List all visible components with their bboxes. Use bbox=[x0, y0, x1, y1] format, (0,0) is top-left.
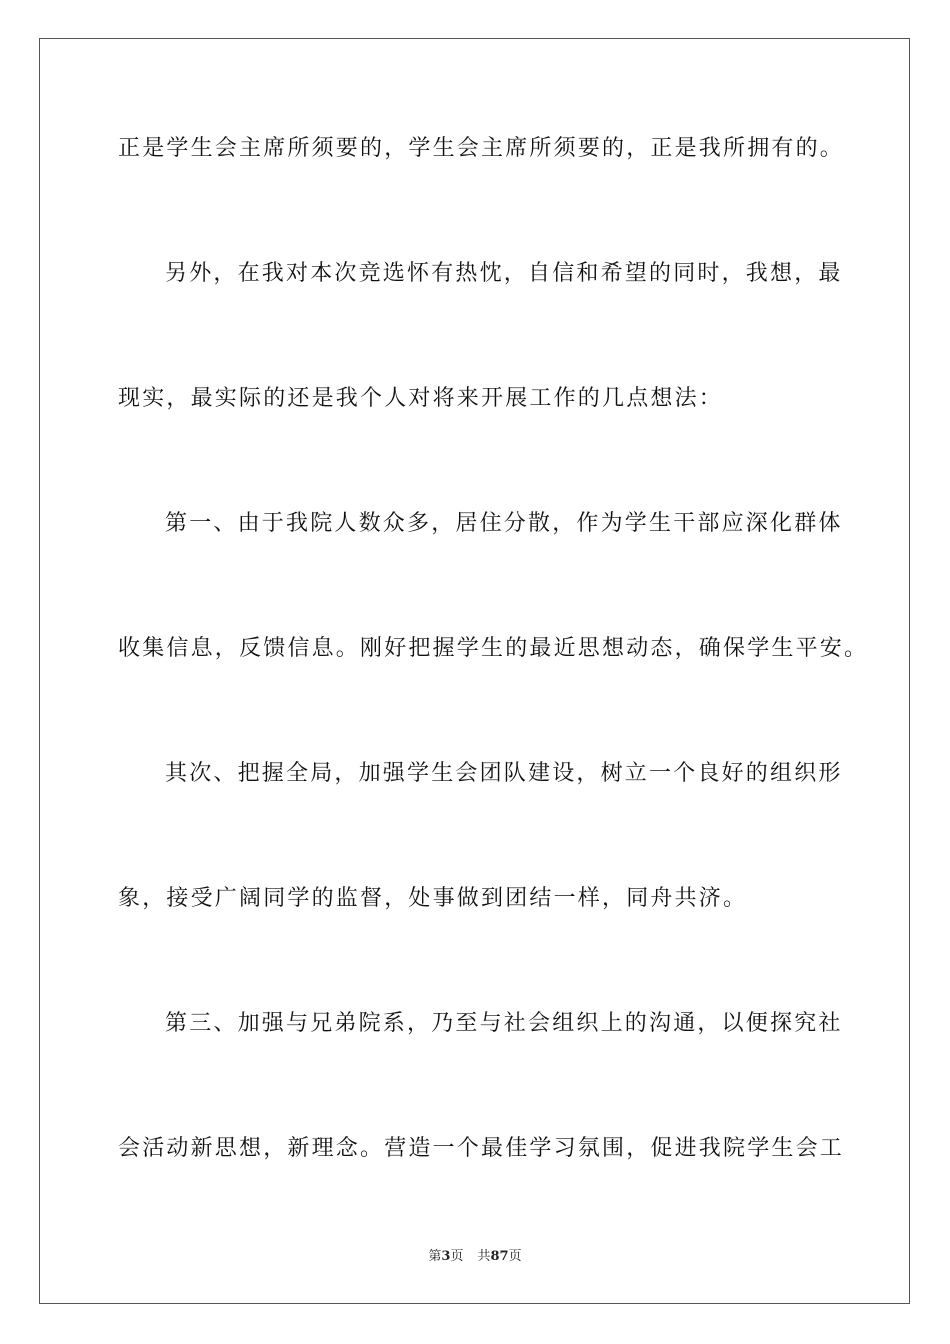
paragraph-line-3: 现实，最实际的还是我个人对将来开展工作的几点想法： bbox=[118, 386, 724, 411]
paragraph-line-9: 会活动新思想，新理念。营造一个最佳学习氛围，促进我院学生会工 bbox=[118, 1136, 845, 1161]
paragraph-line-2: 另外，在我对本次竞选怀有热忱，自信和希望的同时，我想，最 bbox=[165, 261, 843, 286]
page-suffix: 页 bbox=[450, 1249, 464, 1264]
paragraph-line-7: 象，接受广阔同学的监督，处事做到团结一样，同舟共济。 bbox=[118, 886, 748, 911]
paragraph-line-5: 收集信息，反馈信息。刚好把握学生的最近思想动态，确保学生平安。 bbox=[118, 636, 869, 661]
page-footer bbox=[0, 1248, 950, 1266]
total-suffix: 页 bbox=[508, 1249, 522, 1264]
page-prefix: 第 bbox=[428, 1249, 442, 1264]
total-pages: 87 bbox=[490, 1249, 509, 1264]
page-border bbox=[39, 38, 910, 1304]
page-number: 3 bbox=[441, 1249, 451, 1264]
paragraph-line-8: 第三、加强与兄弟院系，乃至与社会组织上的沟通，以便探究社 bbox=[165, 1011, 843, 1036]
total-prefix: 共 bbox=[477, 1249, 491, 1264]
paragraph-line-4: 第一、由于我院人数众多，居住分散，作为学生干部应深化群体 bbox=[165, 511, 843, 536]
paragraph-line-1: 正是学生会主席所须要的，学生会主席所须要的，正是我所拥有的。 bbox=[118, 136, 845, 161]
paragraph-line-6: 其次、把握全局，加强学生会团队建设，树立一个良好的组织形 bbox=[165, 761, 843, 786]
